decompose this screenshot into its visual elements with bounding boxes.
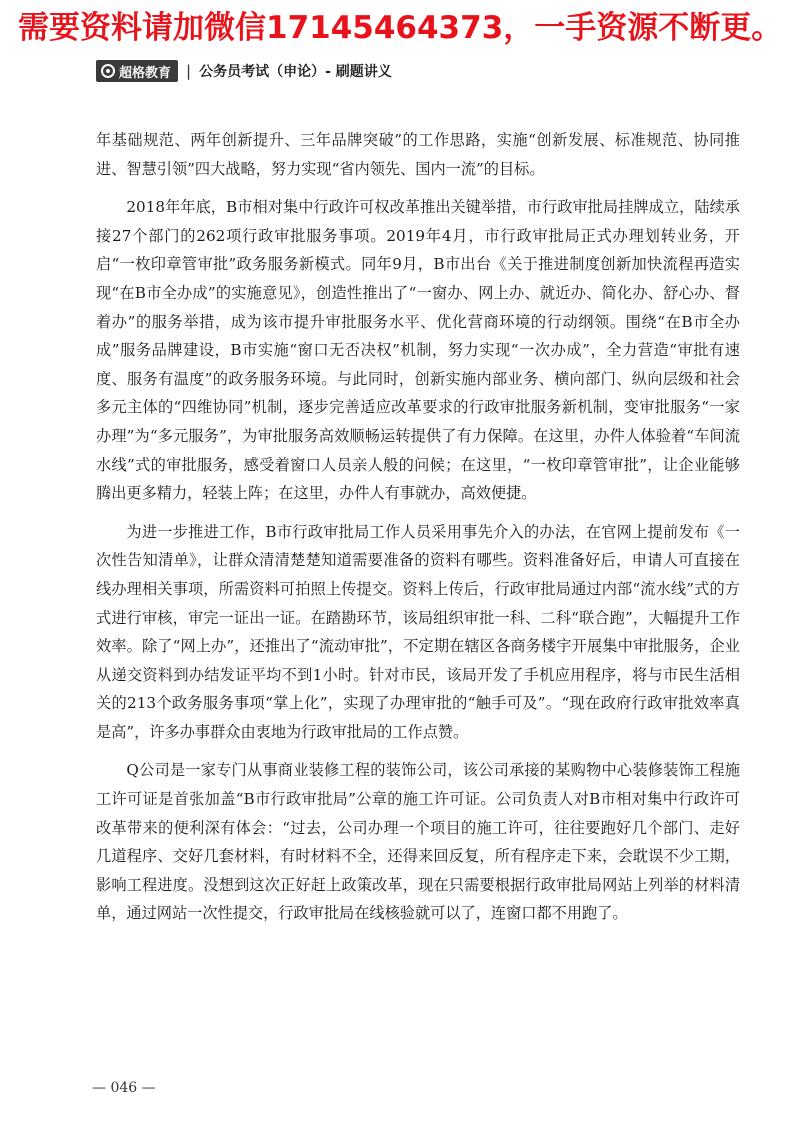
- logo-mark-icon: [101, 64, 115, 78]
- header-title: 公务员考试（申论）- 刷题讲义: [199, 64, 392, 80]
- publisher-logo: [96, 60, 178, 82]
- page-header: [96, 58, 392, 84]
- watermark-banner: 需要资料请加微信17145464373，一手资源不断更。: [18, 10, 783, 46]
- paragraph-2: 2018年年底，B市相对集中行政许可权改革推出关键举措，市行政审批局挂牌成立，陆续承接27个部门的262项行政审批服务事项。2019年4月，市行政审批局正式办理划转业务，开启“一枚印章管审批”政务服务新模式。同年9月，B市出台《关于推进制度创新加快流程再造实现“在B市全办成”的实施意见》，创造性推出了“一窗办、网上办、就近办、简化办、舒心办、督着办”的服务举措，成为该市提升审批服务水平、优化营商环境的行动纲领。围绕“在B市全办成”服务品牌建设，B市实施“窗口无否决权”机制，努力实现“一次办成”，全力营造“审批有速度、服务有温度”的政务服务环境。与此同时，创新实施内部业务、横向部门、纵向层级和社会多元主体的“四维协同”机制，逐步完善适应改革要求的行政审批服务新机制，变审批服务“一家办理”为“多元服务”，为审批服务高效顺畅运转提供了有力保障。在这里，办件人体验着“车间流水线”式的审批服务，感受着窗口人员亲人般的问候；在这里，“一枚印章管审批”，让企业能够腾出更多精力，轻装上阵；在这里，办件人有事就办，高效便捷。: [96, 198, 740, 503]
- paragraph-1: 年基础规范、两年创新提升、三年品牌突破”的工作思路，实施“创新发展、标准规范、协同推进、智慧引领”四大战略，努力实现“省内领先、国内一流”的目标。: [96, 131, 740, 178]
- logo-text: 超格教育: [119, 65, 172, 81]
- page-number: — 046 —: [92, 1080, 156, 1096]
- article-body: [96, 126, 740, 938]
- paragraph-3: 为进一步推进工作，B市行政审批局工作人员采用事先介入的办法，在官网上提前发布《一次性告知清单》，让群众清清楚楚知道需要准备的资料有哪些。资料准备好后，申请人可直接在线办理相关事项，所需资料可拍照上传提交。资料上传后，行政审批局通过内部“流水线”式的方式进行审核，审完一证出一证。在踏勘环节，该局组织审批一科、二科“联合跑”，大幅提升工作效率。除了“网上办”，还推出了“流动审批”，不定期在辖区各商务楼宇开展集中审批服务，企业从递交资料到办结发证平均不到1小时。针对市民，该局开发了手机应用程序，将与市民生活相关的213个政务服务事项“掌上化”，实现了办理审批的“触手可及”。“现在政府行政审批效率真是高”，许多办事群众由衷地为行政审批局的工作点赞。: [96, 522, 740, 741]
- header-separator: |: [186, 62, 192, 80]
- paragraph-4: Q公司是一家专门从事商业装修工程的装饰公司，该公司承接的某购物中心装修装饰工程施工许可证是首张加盖“B市行政审批局”公章的施工许可证。公司负责人对B市相对集中行政许可改革带来的便利深有体会：“过去，公司办理一个项目的施工许可，往往要跑好几个部门、走好几道程序、交好几套材料，有时材料不全，还得来回反复，所有程序走下来，会耽误不少工期，影响工程进度。没想到这次正好赶上政策改革，现在只需要根据行政审批局网站上列举的材料清单，通过网站一次性提交，行政审批局在线核验就可以了，连窗口都不用跑了。: [96, 761, 740, 923]
